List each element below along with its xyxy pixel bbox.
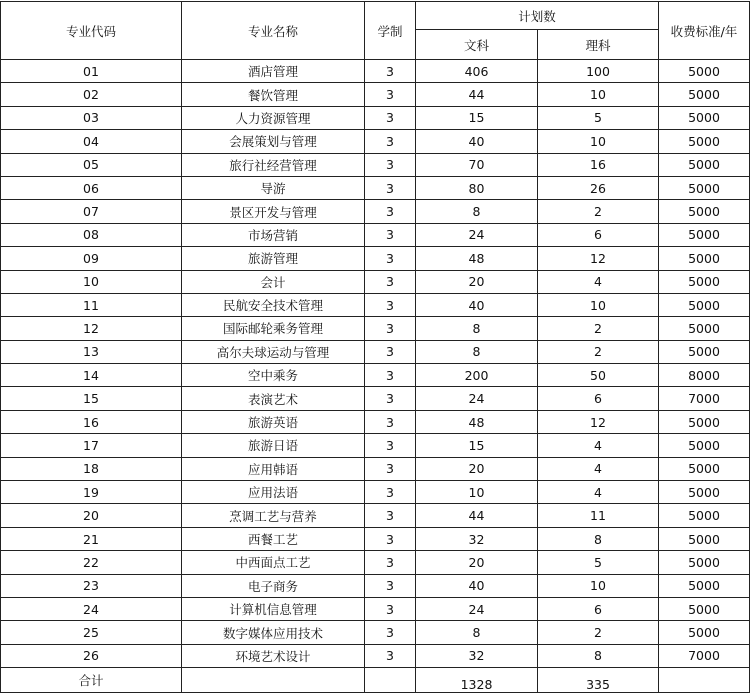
cell-fee: 7000 <box>659 644 750 667</box>
cell-fee: 5000 <box>659 130 750 153</box>
cell-years: 3 <box>365 481 416 504</box>
cell-years: 3 <box>365 434 416 457</box>
cell-code: 04 <box>1 130 182 153</box>
cell-code: 23 <box>1 574 182 597</box>
cell-science: 4 <box>538 457 659 480</box>
table-row <box>1 130 750 153</box>
enrollment-plan-table <box>0 1 750 693</box>
cell-name: 应用韩语 <box>182 457 365 480</box>
cell-code: 06 <box>1 176 182 199</box>
cell-arts: 48 <box>416 410 538 433</box>
cell-code: 15 <box>1 387 182 410</box>
cell-years: 3 <box>365 83 416 106</box>
cell-name: 电子商务 <box>182 574 365 597</box>
cell-arts: 8 <box>416 317 538 340</box>
cell-science: 5 <box>538 551 659 574</box>
cell-name: 烹调工艺与营养 <box>182 504 365 527</box>
cell-fee: 5000 <box>659 597 750 620</box>
cell-years: 3 <box>365 574 416 597</box>
cell-science: 50 <box>538 364 659 387</box>
cell-arts: 40 <box>416 293 538 316</box>
cell-arts: 15 <box>416 106 538 129</box>
cell-name: 旅游管理 <box>182 247 365 270</box>
cell-code: 13 <box>1 340 182 363</box>
cell-fee: 5000 <box>659 504 750 527</box>
cell-science: 2 <box>538 340 659 363</box>
cell-arts: 40 <box>416 574 538 597</box>
cell-years: 3 <box>365 364 416 387</box>
cell-fee: 5000 <box>659 410 750 433</box>
cell-science: 100 <box>538 60 659 83</box>
cell-arts: 40 <box>416 130 538 153</box>
table-row <box>1 317 750 340</box>
cell-science: 16 <box>538 153 659 176</box>
cell-science: 8 <box>538 527 659 550</box>
cell-code: 16 <box>1 410 182 433</box>
cell-code: 12 <box>1 317 182 340</box>
cell-code: 21 <box>1 527 182 550</box>
cell-science: 6 <box>538 223 659 246</box>
cell-science: 26 <box>538 176 659 199</box>
cell-name: 餐饮管理 <box>182 83 365 106</box>
table-row <box>1 574 750 597</box>
cell-years: 3 <box>365 621 416 644</box>
cell-years: 3 <box>365 270 416 293</box>
cell-arts: 20 <box>416 551 538 574</box>
header-arts: 文科 <box>416 30 538 60</box>
header-row <box>1 2 750 30</box>
table-row <box>1 551 750 574</box>
cell-science: 10 <box>538 130 659 153</box>
cell-code: 25 <box>1 621 182 644</box>
cell-years: 3 <box>365 200 416 223</box>
cell-fee: 5000 <box>659 317 750 340</box>
table-row <box>1 247 750 270</box>
cell-science: 2 <box>538 317 659 340</box>
cell-fee: 5000 <box>659 434 750 457</box>
total-years-cell <box>365 668 416 693</box>
cell-fee: 5000 <box>659 457 750 480</box>
cell-arts: 24 <box>416 387 538 410</box>
total-fee-cell <box>659 668 750 693</box>
cell-code: 22 <box>1 551 182 574</box>
header-code: 专业代码 <box>1 2 182 60</box>
cell-arts: 44 <box>416 83 538 106</box>
cell-code: 18 <box>1 457 182 480</box>
table-row <box>1 60 750 83</box>
cell-fee: 5000 <box>659 574 750 597</box>
cell-name: 会展策划与管理 <box>182 130 365 153</box>
cell-arts: 44 <box>416 504 538 527</box>
cell-arts: 24 <box>416 223 538 246</box>
cell-code: 07 <box>1 200 182 223</box>
table-row <box>1 293 750 316</box>
cell-code: 10 <box>1 270 182 293</box>
cell-name: 市场营销 <box>182 223 365 246</box>
cell-years: 3 <box>365 410 416 433</box>
cell-arts: 200 <box>416 364 538 387</box>
cell-years: 3 <box>365 387 416 410</box>
cell-fee: 5000 <box>659 247 750 270</box>
cell-science: 4 <box>538 481 659 504</box>
cell-years: 3 <box>365 293 416 316</box>
cell-code: 11 <box>1 293 182 316</box>
cell-years: 3 <box>365 176 416 199</box>
cell-code: 01 <box>1 60 182 83</box>
cell-years: 3 <box>365 247 416 270</box>
cell-science: 10 <box>538 83 659 106</box>
cell-name: 旅游日语 <box>182 434 365 457</box>
cell-name: 计算机信息管理 <box>182 597 365 620</box>
cell-science: 6 <box>538 597 659 620</box>
table-row <box>1 597 750 620</box>
cell-fee: 5000 <box>659 106 750 129</box>
cell-science: 12 <box>538 410 659 433</box>
cell-name: 应用法语 <box>182 481 365 504</box>
table-row <box>1 527 750 550</box>
table-row <box>1 153 750 176</box>
cell-fee: 5000 <box>659 176 750 199</box>
cell-years: 3 <box>365 457 416 480</box>
cell-science: 2 <box>538 200 659 223</box>
cell-years: 3 <box>365 60 416 83</box>
table-row <box>1 223 750 246</box>
cell-code: 17 <box>1 434 182 457</box>
cell-fee: 5000 <box>659 527 750 550</box>
total-row <box>1 668 750 693</box>
table-row <box>1 387 750 410</box>
cell-fee: 5000 <box>659 293 750 316</box>
cell-science: 11 <box>538 504 659 527</box>
cell-science: 2 <box>538 621 659 644</box>
cell-arts: 32 <box>416 644 538 667</box>
cell-name: 国际邮轮乘务管理 <box>182 317 365 340</box>
cell-years: 3 <box>365 340 416 363</box>
cell-fee: 5000 <box>659 481 750 504</box>
cell-name: 会计 <box>182 270 365 293</box>
cell-fee: 5000 <box>659 551 750 574</box>
cell-fee: 5000 <box>659 153 750 176</box>
table-body <box>1 60 750 668</box>
cell-arts: 20 <box>416 270 538 293</box>
header-name: 专业名称 <box>182 2 365 60</box>
header-science: 理科 <box>538 30 659 60</box>
total-science: 335 <box>538 668 659 693</box>
table-row <box>1 457 750 480</box>
cell-fee: 5000 <box>659 340 750 363</box>
cell-years: 3 <box>365 130 416 153</box>
cell-arts: 8 <box>416 340 538 363</box>
table-row <box>1 176 750 199</box>
cell-name: 旅行社经营管理 <box>182 153 365 176</box>
cell-fee: 5000 <box>659 270 750 293</box>
cell-name: 中西面点工艺 <box>182 551 365 574</box>
cell-science: 12 <box>538 247 659 270</box>
cell-name: 西餐工艺 <box>182 527 365 550</box>
cell-code: 20 <box>1 504 182 527</box>
table-row <box>1 270 750 293</box>
cell-fee: 5000 <box>659 83 750 106</box>
cell-fee: 5000 <box>659 60 750 83</box>
total-name-cell <box>182 668 365 693</box>
cell-code: 08 <box>1 223 182 246</box>
table-row <box>1 106 750 129</box>
table-row <box>1 364 750 387</box>
table-row <box>1 621 750 644</box>
table-row <box>1 504 750 527</box>
cell-code: 05 <box>1 153 182 176</box>
cell-name: 数字媒体应用技术 <box>182 621 365 644</box>
table-row <box>1 83 750 106</box>
cell-years: 3 <box>365 106 416 129</box>
cell-years: 3 <box>365 597 416 620</box>
table-row <box>1 410 750 433</box>
table-row <box>1 340 750 363</box>
cell-arts: 32 <box>416 527 538 550</box>
total-label: 合计 <box>1 668 182 693</box>
cell-name: 旅游英语 <box>182 410 365 433</box>
cell-arts: 20 <box>416 457 538 480</box>
cell-years: 3 <box>365 527 416 550</box>
cell-name: 酒店管理 <box>182 60 365 83</box>
cell-code: 26 <box>1 644 182 667</box>
cell-code: 24 <box>1 597 182 620</box>
cell-code: 02 <box>1 83 182 106</box>
cell-science: 10 <box>538 574 659 597</box>
cell-name: 景区开发与管理 <box>182 200 365 223</box>
cell-fee: 5000 <box>659 200 750 223</box>
cell-arts: 8 <box>416 200 538 223</box>
cell-name: 表演艺术 <box>182 387 365 410</box>
cell-code: 09 <box>1 247 182 270</box>
table-row <box>1 644 750 667</box>
cell-science: 5 <box>538 106 659 129</box>
cell-years: 3 <box>365 153 416 176</box>
cell-years: 3 <box>365 223 416 246</box>
cell-name: 高尔夫球运动与管理 <box>182 340 365 363</box>
cell-arts: 80 <box>416 176 538 199</box>
cell-name: 空中乘务 <box>182 364 365 387</box>
cell-arts: 8 <box>416 621 538 644</box>
cell-arts: 48 <box>416 247 538 270</box>
table-row <box>1 481 750 504</box>
cell-arts: 406 <box>416 60 538 83</box>
cell-arts: 10 <box>416 481 538 504</box>
table-row <box>1 434 750 457</box>
cell-years: 3 <box>365 504 416 527</box>
total-arts: 1328 <box>416 668 538 693</box>
cell-fee: 5000 <box>659 223 750 246</box>
cell-years: 3 <box>365 644 416 667</box>
cell-name: 民航安全技术管理 <box>182 293 365 316</box>
cell-science: 4 <box>538 434 659 457</box>
cell-fee: 5000 <box>659 621 750 644</box>
cell-code: 03 <box>1 106 182 129</box>
cell-years: 3 <box>365 317 416 340</box>
cell-science: 10 <box>538 293 659 316</box>
cell-fee: 8000 <box>659 364 750 387</box>
cell-code: 19 <box>1 481 182 504</box>
table-row <box>1 200 750 223</box>
cell-arts: 70 <box>416 153 538 176</box>
cell-science: 4 <box>538 270 659 293</box>
header-years: 学制 <box>365 2 416 60</box>
cell-arts: 15 <box>416 434 538 457</box>
cell-name: 人力资源管理 <box>182 106 365 129</box>
header-fee: 收费标准/年 <box>659 2 750 60</box>
cell-fee: 7000 <box>659 387 750 410</box>
cell-years: 3 <box>365 551 416 574</box>
cell-name: 环境艺术设计 <box>182 644 365 667</box>
header-plan: 计划数 <box>416 2 659 30</box>
cell-science: 6 <box>538 387 659 410</box>
cell-name: 导游 <box>182 176 365 199</box>
cell-code: 14 <box>1 364 182 387</box>
cell-arts: 24 <box>416 597 538 620</box>
cell-science: 8 <box>538 644 659 667</box>
